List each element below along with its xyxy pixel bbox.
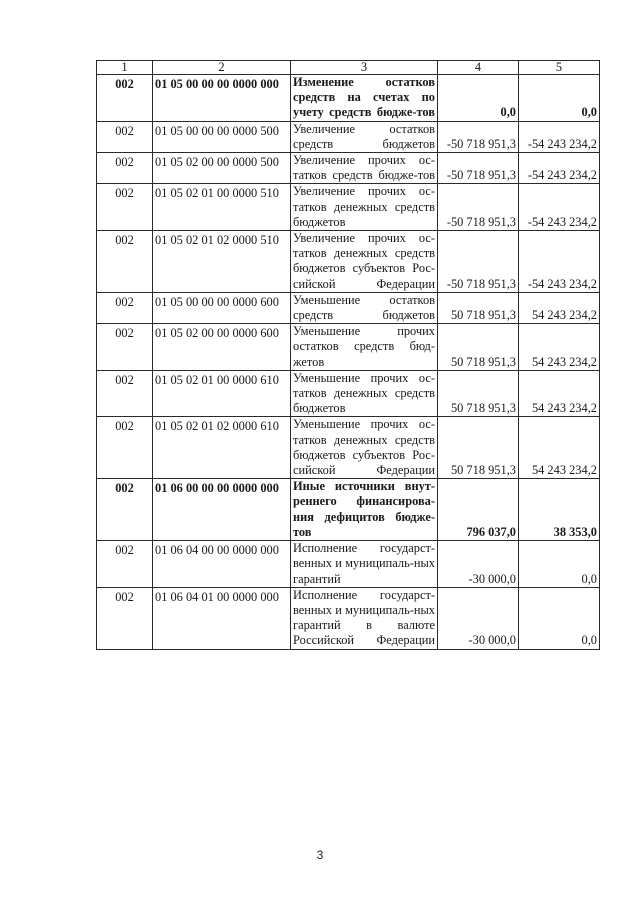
budget-code-cell: 01 06 04 01 00 0000 000 — [153, 587, 291, 649]
value-col5-cell: 54 243 234,2 — [519, 324, 600, 371]
value-col4-cell: 50 718 951,3 — [438, 417, 519, 479]
table-header-row — [97, 61, 600, 75]
admin-code-cell: 002 — [97, 292, 153, 323]
admin-code-cell: 002 — [97, 479, 153, 541]
table-row — [97, 121, 600, 152]
value-col5-cell: 38 353,0 — [519, 479, 600, 541]
value-col5-cell: -54 243 234,2 — [519, 153, 600, 184]
admin-code-cell: 002 — [97, 75, 153, 122]
name-cell: Уменьшение прочих ос-татков денежных средств бюджетов — [291, 370, 438, 417]
table-row — [97, 184, 600, 231]
admin-code-cell: 002 — [97, 324, 153, 371]
budget-code-cell: 01 06 00 00 00 0000 000 — [153, 479, 291, 541]
budget-code-cell: 01 06 04 00 00 0000 000 — [153, 541, 291, 588]
admin-code-cell: 002 — [97, 184, 153, 231]
name-cell: Уменьшение прочих ос-татков денежных средств бюджетов субъектов Рос-сийской Федерации — [291, 417, 438, 479]
value-col4-cell: -50 718 951,3 — [438, 153, 519, 184]
admin-code-cell: 002 — [97, 541, 153, 588]
value-col4-cell: -50 718 951,3 — [438, 184, 519, 231]
value-col5-cell: 54 243 234,2 — [519, 417, 600, 479]
budget-code-cell: 01 05 02 01 00 0000 510 — [153, 184, 291, 231]
table-row — [97, 153, 600, 184]
table-row — [97, 587, 600, 649]
value-col4-cell: -30 000,0 — [438, 541, 519, 588]
name-cell: Уменьшение прочих остатков средств бюд-жетов — [291, 324, 438, 371]
value-col4-cell: 50 718 951,3 — [438, 324, 519, 371]
value-col4-cell: -50 718 951,3 — [438, 121, 519, 152]
name-cell: Изменение остатков средств на счетах по учету средств бюдже-тов — [291, 75, 438, 122]
value-col4-cell: 50 718 951,3 — [438, 370, 519, 417]
admin-code-cell: 002 — [97, 417, 153, 479]
value-col5-cell: 54 243 234,2 — [519, 370, 600, 417]
name-cell: Увеличение прочих ос-татков средств бюдже-тов — [291, 153, 438, 184]
table-row — [97, 231, 600, 293]
value-col5-cell: -54 243 234,2 — [519, 184, 600, 231]
header-col-3: 3 — [291, 61, 438, 75]
table-row — [97, 417, 600, 479]
budget-code-cell: 01 05 00 00 00 0000 500 — [153, 121, 291, 152]
name-cell: Исполнение государст-венных и муниципаль-ных гарантий в валюте Российской Федерации — [291, 587, 438, 649]
value-col5-cell: 0,0 — [519, 75, 600, 122]
budget-code-cell: 01 05 02 01 02 0000 610 — [153, 417, 291, 479]
admin-code-cell: 002 — [97, 587, 153, 649]
value-col5-cell: 54 243 234,2 — [519, 292, 600, 323]
admin-code-cell: 002 — [97, 231, 153, 293]
name-cell: Увеличение остатков средств бюджетов — [291, 121, 438, 152]
name-cell: Увеличение прочих ос-татков денежных средств бюджетов — [291, 184, 438, 231]
name-cell: Увеличение прочих ос-татков денежных средств бюджетов субъектов Рос-сийской Федерации — [291, 231, 438, 293]
name-cell: Иные источники внут-реннего финансирова-ния дефицитов бюдже-тов — [291, 479, 438, 541]
header-col-5: 5 — [519, 61, 600, 75]
header-col-1: 1 — [97, 61, 153, 75]
page-number: 3 — [316, 848, 324, 862]
budget-code-cell: 01 05 00 00 00 0000 600 — [153, 292, 291, 323]
value-col5-cell: 0,0 — [519, 587, 600, 649]
value-col4-cell: 796 037,0 — [438, 479, 519, 541]
budget-code-cell: 01 05 02 00 00 0000 500 — [153, 153, 291, 184]
budget-code-cell: 01 05 02 00 00 0000 600 — [153, 324, 291, 371]
budget-code-cell: 01 05 02 01 00 0000 610 — [153, 370, 291, 417]
value-col5-cell: -54 243 234,2 — [519, 231, 600, 293]
table-row — [97, 479, 600, 541]
value-col4-cell: -50 718 951,3 — [438, 231, 519, 293]
header-col-2: 2 — [153, 61, 291, 75]
admin-code-cell: 002 — [97, 153, 153, 184]
value-col4-cell: -30 000,0 — [438, 587, 519, 649]
value-col5-cell: -54 243 234,2 — [519, 121, 600, 152]
admin-code-cell: 002 — [97, 121, 153, 152]
name-cell: Уменьшение остатков средств бюджетов — [291, 292, 438, 323]
header-col-4: 4 — [438, 61, 519, 75]
value-col4-cell: 0,0 — [438, 75, 519, 122]
value-col5-cell: 0,0 — [519, 541, 600, 588]
budget-code-cell: 01 05 00 00 00 0000 000 — [153, 75, 291, 122]
admin-code-cell: 002 — [97, 370, 153, 417]
budget-sources-table — [96, 60, 600, 650]
table-row — [97, 292, 600, 323]
budget-code-cell: 01 05 02 01 02 0000 510 — [153, 231, 291, 293]
table-row — [97, 541, 600, 588]
table-row — [97, 370, 600, 417]
name-cell: Исполнение государст-венных и муниципаль-ных гарантий — [291, 541, 438, 588]
table-row — [97, 75, 600, 122]
table-body — [97, 75, 600, 650]
table-row — [97, 324, 600, 371]
value-col4-cell: 50 718 951,3 — [438, 292, 519, 323]
